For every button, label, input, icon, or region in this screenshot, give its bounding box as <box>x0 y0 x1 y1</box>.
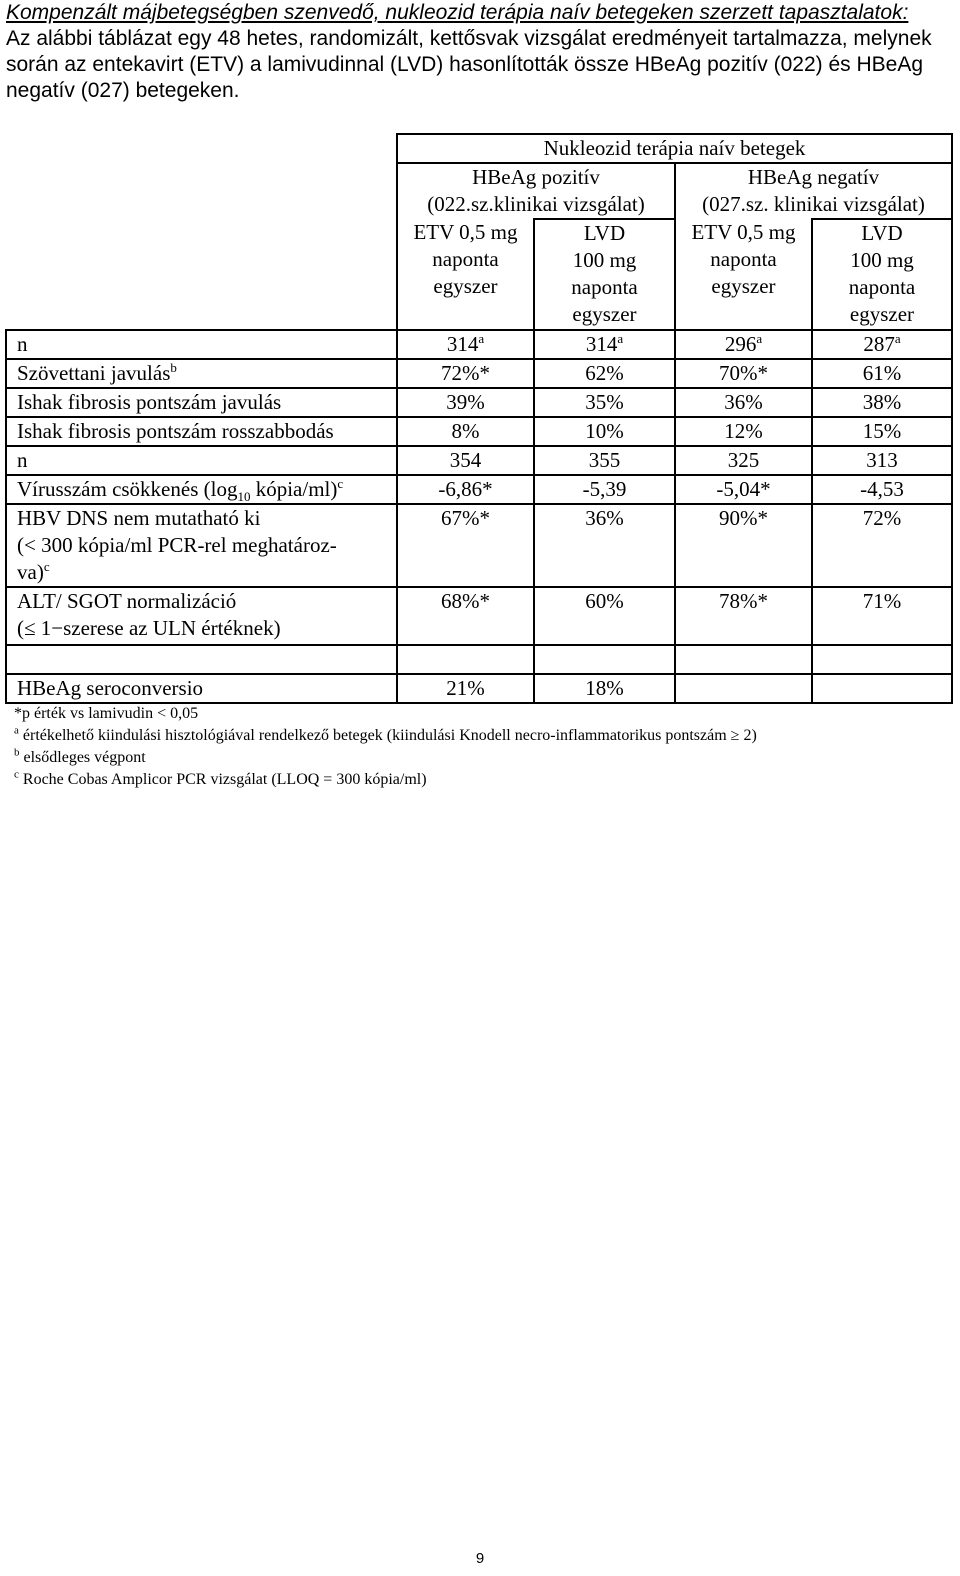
row-label-ishak-worsening: Ishak fibrosis pontszám rosszabbodás <box>6 417 397 446</box>
hbeag-positive-title: HBeAg pozitív <box>472 165 600 189</box>
col-etv-neg <box>675 219 812 330</box>
footnotes <box>14 703 757 791</box>
row-label-hbv-dna: HBV DNS nem mutatható ki (< 300 kópia/ml PCR-rel meghatároz- va)$^c$ <box>6 504 397 587</box>
table-cell: -6,86* <box>397 475 534 504</box>
table-cell: 38% <box>812 388 952 417</box>
spacer-cell <box>812 645 952 674</box>
table-row <box>6 587 952 645</box>
table-cell: 325 <box>675 446 812 475</box>
table-cell: 61% <box>812 359 952 388</box>
table-cell: 78%* <box>675 587 812 645</box>
table-cell: 287$^a$ <box>812 330 952 359</box>
col-lvd-pos <box>534 219 675 330</box>
footnote-c: $^c$ Roche Cobas Amplicor PCR vizsgálat (LLOQ = 300 kópia/ml) <box>14 768 427 788</box>
hbeag-negative-title: HBeAg negatív <box>747 165 880 189</box>
table-cell: 12% <box>675 417 812 446</box>
table-cell: 60% <box>534 587 675 645</box>
spacer-cell <box>534 645 675 674</box>
col-lvd-neg-line1: LVD <box>861 221 903 245</box>
table-cell: -4,53 <box>812 475 952 504</box>
col-lvd-neg-line2: 100 mg <box>850 248 914 272</box>
table-cell <box>812 674 952 703</box>
table-cell: 314$^a$ <box>534 330 675 359</box>
row-label-alt-normalization: ALT/ SGOT normalizáció (≤ 1−szerese az ULN értéknek) <box>6 587 397 645</box>
spacer-cell <box>397 645 534 674</box>
table-cell: 10% <box>534 417 675 446</box>
table-cell: -5,39 <box>534 475 675 504</box>
header-row-group <box>6 134 952 163</box>
table-cell: 354 <box>397 446 534 475</box>
table-cell: 296$^a$ <box>675 330 812 359</box>
table-cell: 67%* <box>397 504 534 587</box>
table-cell: 70%* <box>675 359 812 388</box>
table-row <box>6 674 952 703</box>
col-etv-neg-line3: egyszer <box>711 274 776 298</box>
table-cell: 62% <box>534 359 675 388</box>
intro-paragraph: Az alábbi táblázat egy 48 hetes, randomizált, kettősvak vizsgálat eredményeit tartalmazza, melynek során az entekavirt (ETV) a lamivudinnal (LVD) hasonlították össze HBeAg pozitív (022) és HBeAg negatív (027) betegeken. <box>6 27 932 102</box>
footnote-a: $^a$ értékelhető kiindulási hisztológiával rendelkező betegek (kiindulási Knodell necro-inflammatorikus pontszám ≥ 2) <box>14 724 757 744</box>
table-row <box>6 388 952 417</box>
row-label-viral-load: Vírusszám csökkenés ($\log_{10}$ kópia/ml)$^c$ <box>6 475 397 504</box>
table-cell: -5,04* <box>675 475 812 504</box>
results-table <box>5 133 953 704</box>
hbeag-positive-header <box>397 163 675 219</box>
table-row <box>6 446 952 475</box>
spacer-cell <box>6 645 397 674</box>
empty-corner-cell <box>6 134 397 330</box>
col-lvd-neg-line3: naponta <box>848 275 916 299</box>
hbeag-negative-study: (027.sz. klinikai vizsgálat) <box>702 192 925 216</box>
col-lvd-pos-line3: naponta <box>571 275 638 299</box>
table-cell: 15% <box>812 417 952 446</box>
row-label-ishak-improvement: Ishak fibrosis pontszám javulás <box>6 388 397 417</box>
table-row <box>6 359 952 388</box>
table-cell: 68%* <box>397 587 534 645</box>
table-cell: 90%* <box>675 504 812 587</box>
hbeag-positive-study: (022.sz.klinikai vizsgálat) <box>427 192 645 216</box>
table-cell: 18% <box>534 674 675 703</box>
col-etv-pos-line2: naponta <box>432 247 499 271</box>
footnote-b: $^b$ elsődleges végpont <box>14 746 146 766</box>
group-header: Nukleozid terápia naív betegek <box>397 134 952 163</box>
table-cell <box>675 674 812 703</box>
col-etv-pos-line3: egyszer <box>433 274 498 298</box>
col-lvd-pos-line2: 100 mg <box>572 248 637 272</box>
table-cell: 72% <box>812 504 952 587</box>
section-heading: Kompenzált májbetegségben szenvedő, nukleozid terápia naív betegeken szerzett tapasztalatok: <box>6 1 909 24</box>
table-cell: 314$^a$ <box>397 330 534 359</box>
table-cell: 35% <box>534 388 675 417</box>
table-cell: 39% <box>397 388 534 417</box>
table-cell: 36% <box>534 504 675 587</box>
col-etv-neg-line2: naponta <box>710 247 777 271</box>
col-lvd-pos-line1: LVD <box>583 221 626 245</box>
table-cell: 72%* <box>397 359 534 388</box>
table-cell: 21% <box>397 674 534 703</box>
table-cell: 313 <box>812 446 952 475</box>
footnote-p-value: *p érték vs lamivudin < 0,05 <box>14 705 199 722</box>
col-etv-neg-line1: ETV 0,5 mg <box>691 220 796 244</box>
col-lvd-neg <box>812 219 952 330</box>
row-label-n: n <box>6 330 397 359</box>
hbeag-negative-header <box>675 163 952 219</box>
col-lvd-pos-line4: egyszer <box>572 302 637 326</box>
intro-text <box>6 0 951 104</box>
row-label-n: n <box>6 446 397 475</box>
row-label-histology: Szövettani javulás$^b$ <box>6 359 397 388</box>
table-row <box>6 417 952 446</box>
col-etv-pos <box>397 219 534 330</box>
table-cell: 36% <box>675 388 812 417</box>
col-lvd-neg-line4: egyszer <box>849 302 915 326</box>
table-row <box>6 475 952 504</box>
table-row <box>6 330 952 359</box>
page-number: 9 <box>475 1550 485 1567</box>
table-cell: 71% <box>812 587 952 645</box>
table-row-spacer <box>6 645 952 674</box>
table-row <box>6 504 952 587</box>
col-etv-pos-line1: ETV 0,5 mg <box>413 220 518 244</box>
table-cell: 8% <box>397 417 534 446</box>
spacer-cell <box>675 645 812 674</box>
row-label-seroconversion: HBeAg seroconversio <box>6 674 397 703</box>
table-cell: 355 <box>534 446 675 475</box>
